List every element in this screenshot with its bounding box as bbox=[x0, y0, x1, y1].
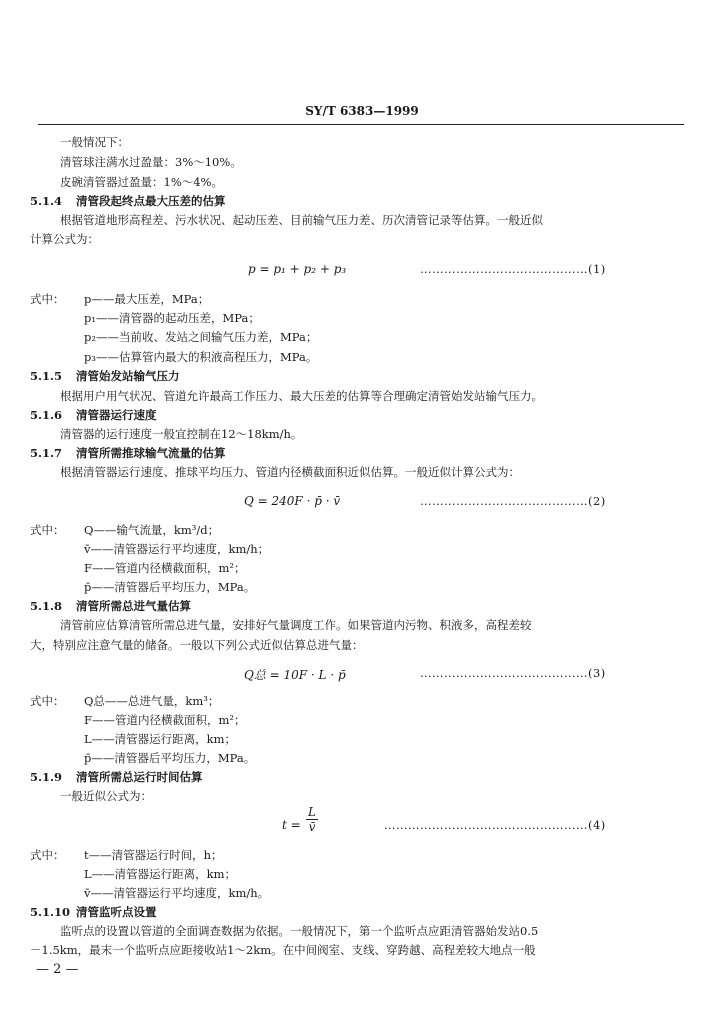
header-rule bbox=[38, 124, 684, 125]
formula-number-2: ……………………………………(2) bbox=[420, 494, 606, 508]
section-number: 5.1.4 bbox=[30, 194, 63, 208]
section-heading-5-1-4 bbox=[30, 194, 226, 208]
formula-4-lhs: t = bbox=[282, 818, 301, 832]
variable-definition: p——最大压差，MPa； bbox=[84, 292, 210, 306]
text-line: 监听点的设置以管道的全面调查数据为依据。一般情况下，第一个监听点应距清管器始发站0.5 bbox=[60, 924, 539, 938]
section-heading-5-1-9 bbox=[30, 770, 203, 784]
section-heading-5-1-8 bbox=[30, 599, 191, 613]
text-line: 一般近似公式为： bbox=[60, 789, 152, 803]
variable-definition: Q总——总进气量，km³； bbox=[84, 694, 220, 708]
text-line: 根据管道地形高程差、污水状况、起动压差、目前输气压力差、历次清管记录等估算。一般近似 bbox=[60, 213, 543, 227]
where-label: 式中： bbox=[30, 848, 65, 862]
text-line: 清管前应估算清管所需总进气量，安排好气量调度工作。如果管道内污物、积液多，高程差较 bbox=[60, 618, 532, 632]
formula-4-denominator: v̄ bbox=[308, 820, 316, 834]
section-heading-5-1-5 bbox=[30, 369, 180, 383]
variable-definition: L——清管器运行距离，km； bbox=[84, 732, 237, 746]
text-line: 根据用户用气状况、管道允许最高工作压力、最大压差的估算等合理确定清管始发站输气压力。 bbox=[60, 389, 543, 403]
section-number: 5.1.7 bbox=[30, 446, 63, 460]
section-number: 5.1.5 bbox=[30, 369, 63, 383]
section-heading-5-1-6 bbox=[30, 408, 157, 422]
text-line: 皮碗清管器过盈量：1%～4%。 bbox=[60, 175, 223, 189]
page-header-doc-number: SY/T 6383—1999 bbox=[305, 104, 419, 118]
variable-definition: p̄——清管器后平均压力，MPa。 bbox=[84, 751, 256, 765]
section-title: 清管所需推球输气流量的估算 bbox=[76, 446, 226, 460]
section-heading-5-1-7 bbox=[30, 446, 226, 460]
formula-4-numerator: L bbox=[306, 806, 318, 820]
text-line: 根据清管器运行速度、推球平均压力、管道内径横截面积近似估算。一般近似计算公式为： bbox=[60, 465, 520, 479]
section-title: 清管段起终点最大压差的估算 bbox=[76, 194, 226, 208]
text-line: 清管器的运行速度一般宜控制在12～18km/h。 bbox=[60, 427, 303, 441]
formula-number-1: ……………………………………(1) bbox=[420, 262, 606, 276]
section-title: 清管所需总进气量估算 bbox=[76, 599, 191, 613]
variable-definition: L——清管器运行距离，km； bbox=[84, 867, 237, 881]
section-title: 清管始发站输气压力 bbox=[76, 369, 180, 383]
formula-number-4: ……………………………………………(4) bbox=[384, 818, 606, 832]
text-line: 清管球注满水过盈量：3%～10%。 bbox=[60, 155, 242, 169]
formula-2: Q = 240F · p̄ · v̄ bbox=[244, 494, 341, 508]
formula-3: Q总 = 10F · L · p̄ bbox=[244, 668, 346, 682]
variable-definition: p̄——清管器后平均压力，MPa。 bbox=[84, 580, 256, 594]
text-line: －1.5km，最末一个监听点应距接收站1～2km。在中间阀室、支线、穿跨越、高程差较大地点一般 bbox=[30, 943, 536, 957]
variable-definition: p₃——估算管内最大的积液高程压力，MPa。 bbox=[84, 350, 318, 364]
section-title: 清管器运行速度 bbox=[76, 408, 157, 422]
where-label: 式中： bbox=[30, 292, 65, 306]
variable-definition: F——管道内径横截面积，m²； bbox=[84, 561, 246, 575]
variable-definition: F——管道内径横截面积，m²； bbox=[84, 713, 246, 727]
formula-number-3: ……………………………………(3) bbox=[420, 666, 606, 680]
variable-definition: v̄——清管器运行平均速度，km/h； bbox=[84, 542, 270, 556]
variable-definition: p₁——清管器的起动压差，MPa； bbox=[84, 311, 260, 325]
text-line: 计算公式为： bbox=[30, 232, 99, 246]
section-number: 5.1.9 bbox=[30, 770, 63, 784]
page-number: — 2 — bbox=[36, 962, 79, 977]
text-line: 一般情况下： bbox=[60, 135, 129, 149]
variable-definition: v̄——清管器运行平均速度，km/h。 bbox=[84, 886, 270, 900]
variable-definition: t——清管器运行时间，h； bbox=[84, 848, 223, 862]
variable-definition: p₂——当前收、发站之间输气压力差，MPa； bbox=[84, 330, 318, 344]
section-number: 5.1.10 bbox=[30, 905, 71, 919]
where-label: 式中： bbox=[30, 523, 65, 537]
variable-definition: Q——输气流量，km³/d； bbox=[84, 523, 220, 537]
section-number: 5.1.6 bbox=[30, 408, 63, 422]
section-title: 清管监听点设置 bbox=[76, 905, 157, 919]
text-line: 大，特别应注意气量的储备。一般以下列公式近似估算总进气量： bbox=[30, 638, 364, 652]
where-label: 式中： bbox=[30, 694, 65, 708]
formula-1: p = p₁ + p₂ + p₃ bbox=[248, 262, 347, 276]
section-heading-5-1-10 bbox=[30, 905, 157, 919]
section-number: 5.1.8 bbox=[30, 599, 63, 613]
section-title: 清管所需总运行时间估算 bbox=[76, 770, 203, 784]
